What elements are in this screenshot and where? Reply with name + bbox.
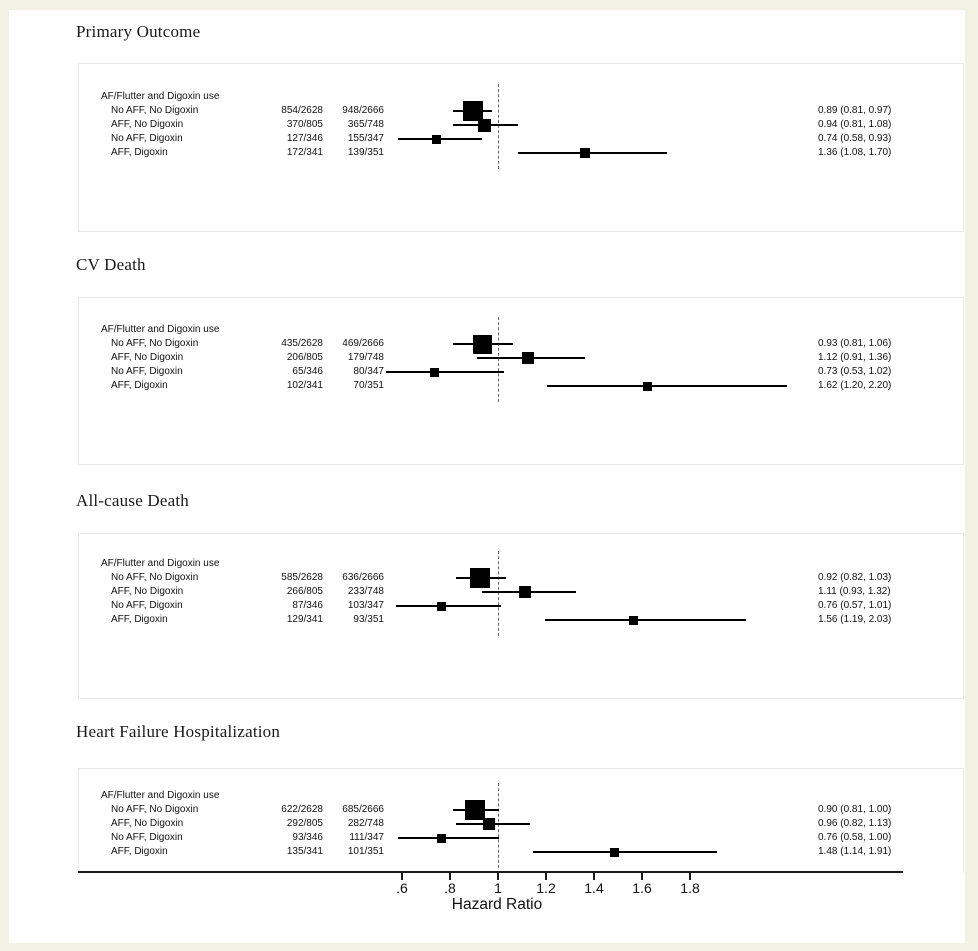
hr-point-marker — [432, 135, 441, 144]
hr-ci-text: 1.11 (0.93, 1.32) — [818, 586, 891, 597]
hr-ci-text: 1.56 (1.19, 2.03) — [818, 614, 892, 625]
hr-point-marker — [437, 834, 446, 843]
row-label: No AFF, No Digoxin — [111, 804, 199, 815]
x-axis-tick-label: 1.4 — [584, 880, 604, 896]
events-col1: 102/341 — [286, 380, 323, 391]
hr-ci-text: 0.96 (0.82, 1.13) — [818, 818, 892, 829]
x-axis-tick — [497, 873, 499, 880]
events-col2: 685/2666 — [342, 804, 384, 815]
events-col2: 636/2666 — [342, 572, 384, 583]
row-label: No AFF, No Digoxin — [111, 572, 199, 583]
group-header-label: AF/Flutter and Digoxin use — [101, 558, 220, 569]
events-col1: 292/805 — [286, 818, 323, 829]
hr-point-marker — [430, 368, 439, 377]
hr-ci-text: 0.94 (0.81, 1.08) — [818, 119, 892, 130]
hr-point-marker — [483, 818, 495, 830]
events-col2: 179/748 — [347, 352, 384, 363]
panel-title: CV Death — [76, 255, 146, 274]
hr-point-marker — [610, 848, 619, 857]
x-axis-tick — [593, 873, 595, 880]
hr-point-marker — [473, 335, 492, 354]
reference-line — [498, 551, 499, 636]
events-col1: 435/2628 — [281, 338, 323, 349]
row-label: No AFF, Digoxin — [111, 366, 183, 377]
events-col2: 103/347 — [347, 600, 384, 611]
hr-ci-text: 0.93 (0.81, 1.06) — [818, 338, 892, 349]
x-axis-tick — [449, 873, 451, 880]
ci-line — [396, 605, 502, 607]
events-col1: 65/346 — [292, 366, 323, 377]
group-header-label: AF/Flutter and Digoxin use — [101, 324, 220, 335]
events-col2: 101/351 — [347, 846, 384, 857]
events-col2: 282/748 — [347, 818, 384, 829]
hr-ci-text: 0.92 (0.82, 1.03) — [818, 572, 892, 583]
events-col2: 139/351 — [347, 147, 384, 158]
events-col1: 129/341 — [286, 614, 323, 625]
row-label: AFF, No Digoxin — [111, 586, 184, 597]
panel-box — [78, 63, 964, 232]
hr-ci-text: 1.48 (1.14, 1.91) — [818, 846, 892, 857]
hr-point-marker — [519, 586, 531, 598]
hr-point-marker — [580, 148, 590, 158]
panel-title: Primary Outcome — [76, 22, 201, 41]
events-col1: 206/805 — [286, 352, 323, 363]
row-label: AFF, Digoxin — [111, 614, 168, 625]
row-label: AFF, No Digoxin — [111, 352, 184, 363]
x-axis-tick — [401, 873, 403, 880]
row-label: AFF, Digoxin — [111, 147, 168, 158]
reference-line — [498, 783, 499, 868]
events-col1: 266/805 — [286, 586, 323, 597]
hr-ci-text: 0.73 (0.53, 1.02) — [818, 366, 892, 377]
hr-ci-text: 0.74 (0.58, 0.93) — [818, 133, 892, 144]
events-col1: 854/2628 — [281, 105, 323, 116]
events-col2: 93/351 — [353, 614, 384, 625]
x-axis-tick — [689, 873, 691, 880]
hr-point-marker — [465, 800, 485, 820]
hr-point-marker — [522, 352, 534, 364]
panel-box — [78, 768, 964, 873]
row-label: No AFF, Digoxin — [111, 133, 183, 144]
group-header-label: AF/Flutter and Digoxin use — [101, 790, 220, 801]
hr-ci-text: 1.62 (1.20, 2.20) — [818, 380, 892, 391]
panel-title: Heart Failure Hospitalization — [76, 722, 281, 741]
ci-line — [386, 371, 504, 373]
hr-point-marker — [437, 602, 446, 611]
panel-title: All-cause Death — [76, 491, 189, 510]
events-col2: 233/748 — [347, 586, 384, 597]
events-col2: 80/347 — [353, 366, 384, 377]
events-col1: 93/346 — [292, 832, 323, 843]
row-label: AFF, No Digoxin — [111, 119, 184, 130]
events-col2: 948/2666 — [342, 105, 384, 116]
ci-line — [533, 851, 718, 853]
x-axis-title: Hazard Ratio — [451, 896, 543, 913]
row-label: No AFF, Digoxin — [111, 600, 183, 611]
events-col1: 135/341 — [286, 846, 323, 857]
ci-line — [547, 385, 787, 387]
events-col2: 155/347 — [347, 133, 384, 144]
x-axis-tick-label: 1 — [494, 880, 502, 896]
row-label: No AFF, No Digoxin — [111, 338, 199, 349]
hr-ci-text: 0.76 (0.58, 1.00) — [818, 832, 892, 843]
hr-ci-text: 1.36 (1.08, 1.70) — [818, 147, 892, 158]
hr-ci-text: 0.76 (0.57, 1.01) — [818, 600, 892, 611]
x-axis-tick — [641, 873, 643, 880]
hr-point-marker — [478, 119, 491, 132]
events-col2: 469/2666 — [342, 338, 384, 349]
x-axis-tick-label: 1.8 — [680, 880, 700, 896]
events-col1: 172/341 — [286, 147, 323, 158]
row-label: No AFF, No Digoxin — [111, 105, 199, 116]
events-col1: 127/346 — [286, 133, 323, 144]
x-axis-tick-label: .8 — [444, 880, 456, 896]
hr-ci-text: 1.12 (0.91, 1.36) — [818, 352, 892, 363]
hr-point-marker — [643, 382, 652, 391]
x-axis-tick-label: 1.6 — [632, 880, 652, 896]
hr-point-marker — [629, 616, 638, 625]
events-col2: 70/351 — [353, 380, 384, 391]
x-axis-tick-label: .6 — [396, 880, 408, 896]
row-label: AFF, Digoxin — [111, 380, 168, 391]
hr-ci-text: 0.89 (0.81, 0.97) — [818, 105, 892, 116]
ci-line — [398, 837, 499, 839]
row-label: AFF, No Digoxin — [111, 818, 184, 829]
ci-line — [545, 619, 747, 621]
x-axis-line — [78, 871, 903, 873]
reference-line — [498, 317, 499, 402]
row-label: No AFF, Digoxin — [111, 832, 183, 843]
x-axis-tick — [545, 873, 547, 880]
events-col1: 370/805 — [286, 119, 323, 130]
panel-box — [78, 533, 964, 699]
events-col1: 585/2628 — [281, 572, 323, 583]
hr-point-marker — [470, 568, 490, 588]
row-label: AFF, Digoxin — [111, 846, 168, 857]
x-axis-tick-label: 1.2 — [536, 880, 556, 896]
panel-box — [78, 297, 964, 465]
events-col1: 87/346 — [292, 600, 323, 611]
events-col2: 111/347 — [349, 832, 384, 843]
events-col1: 622/2628 — [281, 804, 323, 815]
ci-line — [518, 152, 667, 154]
group-header-label: AF/Flutter and Digoxin use — [101, 91, 220, 102]
reference-line — [498, 84, 499, 169]
hr-ci-text: 0.90 (0.81, 1.00) — [818, 804, 892, 815]
events-col2: 365/748 — [347, 119, 384, 130]
